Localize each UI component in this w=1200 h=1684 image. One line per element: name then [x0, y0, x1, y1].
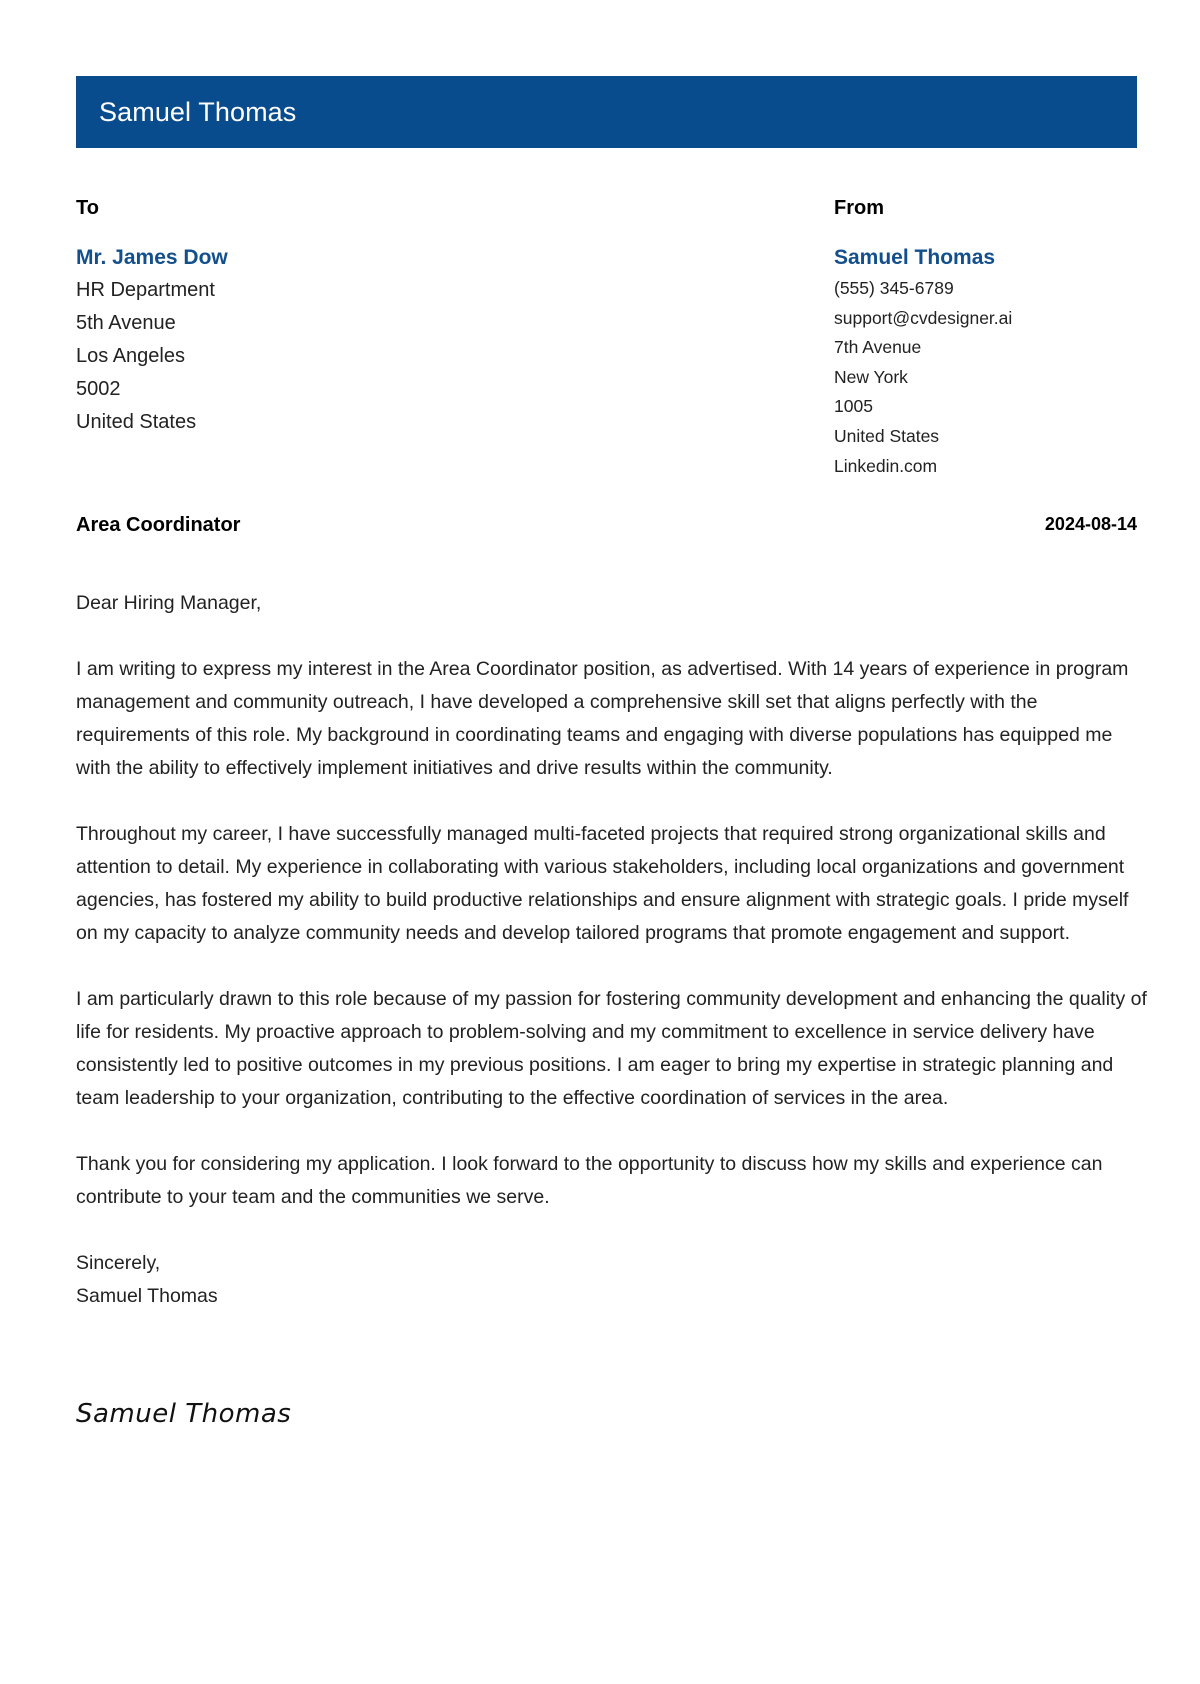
- letter-body: [76, 587, 1151, 1313]
- paragraph-motivation: I am particularly drawn to this role because of my passion for fostering community development and enhancing the quality of life for residents. My proactive approach to problem-solving and my commitment to excellence in service delivery have consistently led to positive outcomes in my previous positions. I am eager to bring my expertise in strategic planning and team leadership to your organization, contributing to the effective coordination of services in the area.: [76, 988, 1147, 1109]
- sender-name: Samuel Thomas: [834, 246, 996, 269]
- header-bar: [76, 76, 1137, 148]
- signature: Samuel Thomas: [76, 1399, 292, 1429]
- recipient-street: 5th Avenue: [76, 312, 176, 334]
- from-heading: From: [834, 197, 884, 219]
- sender-city: New York: [834, 366, 908, 387]
- paragraph-intro: I am writing to express my interest in the Area Coordinator position, as advertised. With 14 years of experience in program management and community outreach, I have developed a comprehensive skill set that aligns perfectly with the requirements of this role. My background in coordinating teams and engaging with diverse populations has equipped me with the ability to effectively implement initiatives and drive results within the community.: [76, 658, 1129, 779]
- closing: Sincerely,: [76, 1252, 161, 1274]
- recipient-block: [76, 196, 676, 439]
- recipient-zip: 5002: [76, 378, 121, 400]
- letter-subject: Area Coordinator: [76, 514, 241, 536]
- recipient-name: Mr. James Dow: [76, 246, 228, 269]
- header-name: Samuel Thomas: [99, 96, 297, 127]
- salutation: Dear Hiring Manager,: [76, 592, 262, 614]
- paragraph-experience: Throughout my career, I have successfully managed multi-faceted projects that required strong organizational skills and attention to detail. My experience in collaborating with various stakeholders, including local organizations and government agencies, has fostered my ability to build productive relationships and ensure alignment with strategic goals. I pride myself on my capacity to analyze community needs and develop tailored programs that promote engagement and support.: [76, 823, 1129, 944]
- letter-date: 2024-08-14: [1044, 514, 1137, 534]
- recipient-country: United States: [76, 411, 197, 433]
- sender-block: [834, 196, 1154, 481]
- recipient-city: Los Angeles: [76, 345, 185, 367]
- to-heading: To: [76, 197, 99, 219]
- closing-name: Samuel Thomas: [76, 1285, 218, 1307]
- subject-row: [76, 512, 1137, 538]
- sender-website: Linkedin.com: [834, 455, 938, 476]
- sender-zip: 1005: [834, 396, 873, 417]
- sender-country: United States: [834, 425, 940, 446]
- paragraph-thanks: Thank you for considering my application. I look forward to the opportunity to discuss how my skills and experience can contribute to your team and the communities we serve.: [76, 1153, 1103, 1208]
- sender-street: 7th Avenue: [834, 337, 922, 358]
- sender-email: support@cvdesigner.ai: [834, 307, 1013, 328]
- recipient-department: HR Department: [76, 279, 215, 301]
- sender-phone: (555) 345-6789: [834, 278, 954, 298]
